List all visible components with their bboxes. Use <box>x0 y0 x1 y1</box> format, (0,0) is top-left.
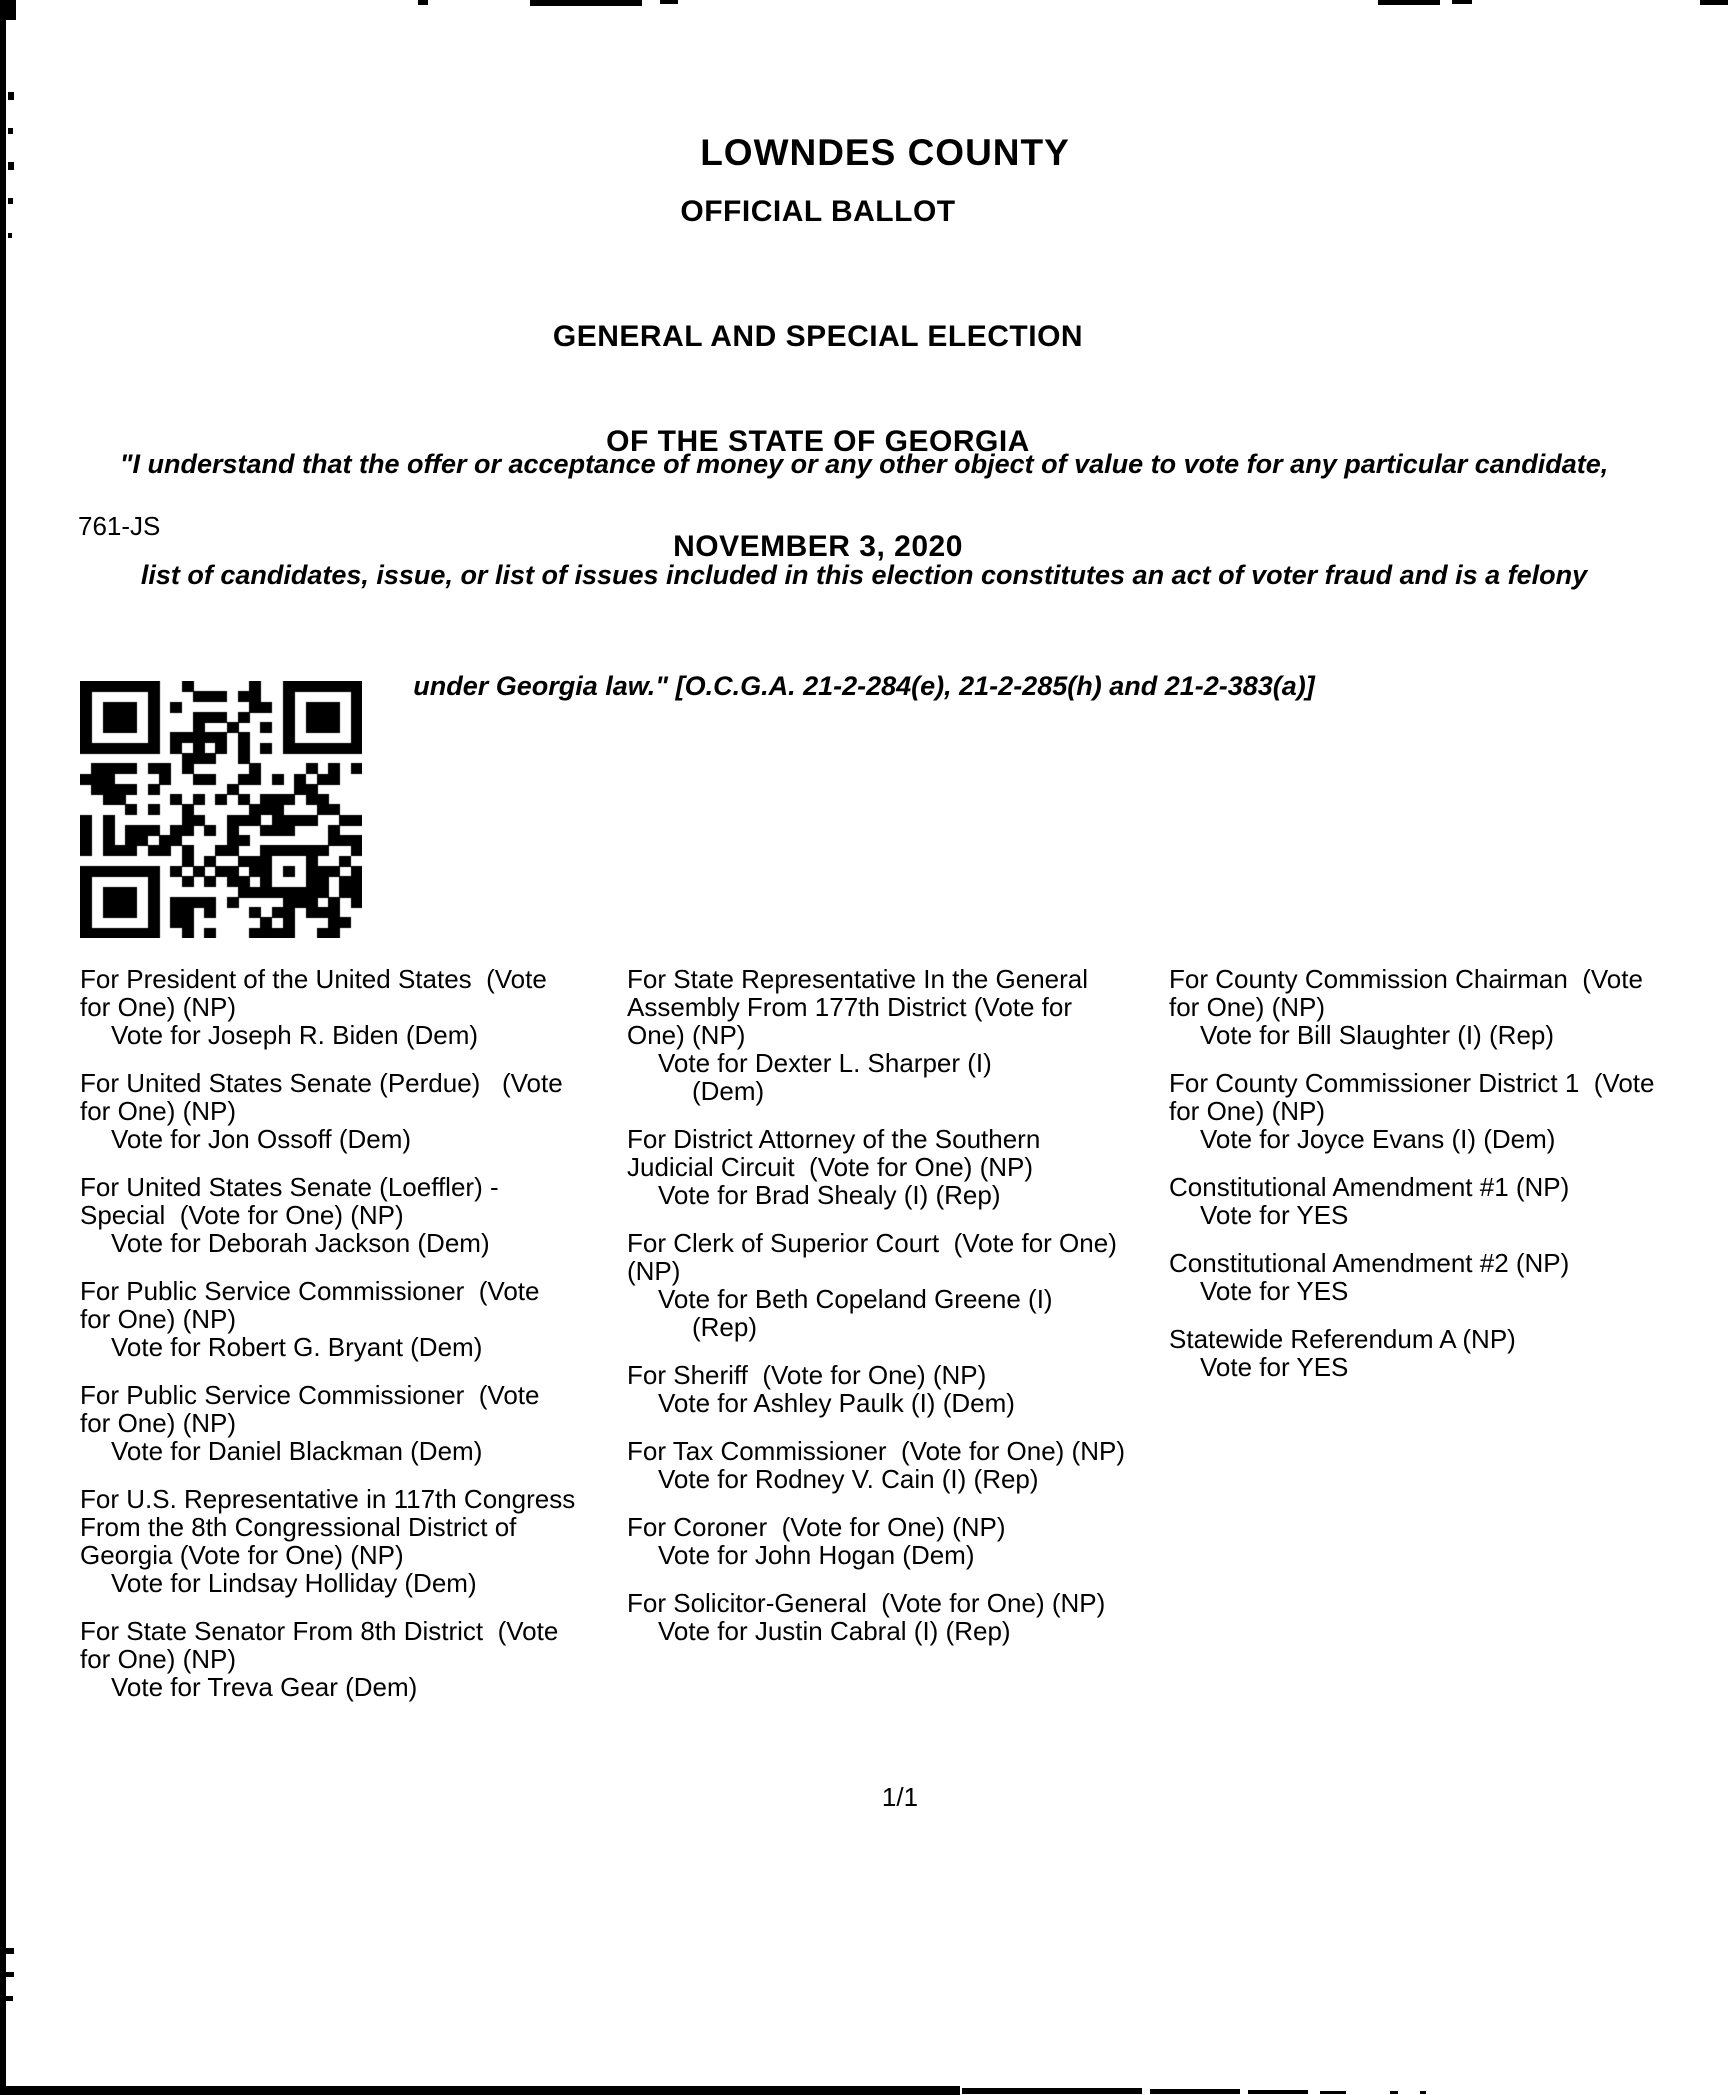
contest-title-line: for One) (NP) <box>80 992 237 1022</box>
vote-selection-line: Vote for Beth Copeland Greene (I) <box>658 1284 1053 1314</box>
scan-artifact <box>418 0 428 5</box>
contest <box>627 1125 1172 1209</box>
contest-title-line: For President of the United States (Vote <box>80 964 547 994</box>
contest-title-line: For State Senator From 8th District (Vote <box>80 1616 559 1646</box>
contest-title-line: For Solicitor-General (Vote for One) (NP) <box>627 1588 1106 1618</box>
contest-title-line: Judicial Circuit (Vote for One) (NP) <box>627 1152 1034 1182</box>
scan-artifact <box>1248 2090 1308 2094</box>
contest-title-line: Constitutional Amendment #1 (NP) <box>1169 1172 1570 1202</box>
ballot-style-code: 761-JS <box>78 511 161 541</box>
scan-artifact <box>962 2088 1142 2094</box>
contest <box>80 1485 640 1597</box>
ballot-type-title: OFFICIAL BALLOT <box>680 195 956 228</box>
election-title-line: OF THE STATE OF GEORGIA <box>606 425 1030 458</box>
scan-artifact <box>1390 2091 1398 2094</box>
scan-artifact <box>0 0 16 20</box>
county-title: LOWNDES COUNTY <box>700 132 1070 173</box>
qr-code <box>80 681 362 938</box>
scan-artifact <box>1320 2091 1346 2094</box>
vote-selection-line: Vote for YES <box>1200 1352 1349 1382</box>
vote-selection-line: Vote for Daniel Blackman (Dem) <box>111 1436 483 1466</box>
fraud-disclaimer-line: "I understand that the offer or acceptance of money or any other object of value to vote for any particular candidate, <box>119 449 1609 479</box>
contest <box>80 1277 640 1361</box>
contest-title-line: for One) (NP) <box>80 1304 237 1334</box>
contest-title-line: For Sheriff (Vote for One) (NP) <box>627 1360 987 1390</box>
scan-artifact <box>8 128 13 134</box>
scan-artifact-bottom-bar <box>4 2086 960 2095</box>
contest-title-line: For District Attorney of the Southern <box>627 1124 1041 1154</box>
vote-selection-line: (Rep) <box>692 1312 758 1342</box>
contest <box>80 1173 640 1257</box>
contest-title-line: For Clerk of Superior Court (Vote for One) <box>627 1228 1117 1258</box>
contest-title-line: Statewide Referendum A (NP) <box>1169 1324 1516 1354</box>
contest-title-line: For United States Senate (Loeffler) - <box>80 1172 499 1202</box>
contest <box>627 1229 1172 1341</box>
scan-artifact <box>6 1996 13 2001</box>
contest <box>627 1437 1172 1493</box>
scan-artifact <box>8 233 12 238</box>
contest-column-middle <box>627 965 1172 1665</box>
election-title-line: NOVEMBER 3, 2020 <box>673 530 963 563</box>
contest-title-line: For United States Senate (Perdue) (Vote <box>80 1068 563 1098</box>
scan-artifact <box>6 1972 14 1977</box>
vote-selection-line: Vote for Joseph R. Biden (Dem) <box>111 1020 479 1050</box>
fraud-disclaimer-line: under Georgia law." [O.C.G.A. 21-2-284(e), 21-2-285(h) and 21-2-383(a)] <box>413 671 1315 701</box>
vote-selection-line: Vote for Joyce Evans (I) (Dem) <box>1200 1124 1556 1154</box>
contest <box>1169 1249 1728 1305</box>
contest-title-line: Constitutional Amendment #2 (NP) <box>1169 1248 1570 1278</box>
contest-title-line: (NP) <box>627 1256 681 1286</box>
scan-artifact <box>1378 0 1440 5</box>
election-title-line: GENERAL AND SPECIAL ELECTION <box>552 320 1084 353</box>
contest-title-line: For State Representative In the General <box>627 964 1089 994</box>
scan-artifact <box>1420 2091 1426 2094</box>
contest-title-line: for One) (NP) <box>1169 992 1326 1022</box>
vote-selection-line: Vote for Treva Gear (Dem) <box>111 1672 418 1702</box>
contest <box>627 1361 1172 1417</box>
contest-title-line: From the 8th Congressional District of <box>80 1512 517 1542</box>
contest-title-line: One) (NP) <box>627 1020 746 1050</box>
contest-title-line: For County Commissioner District 1 (Vote <box>1169 1068 1655 1098</box>
scan-artifact <box>530 0 642 6</box>
contest <box>1169 1325 1728 1381</box>
contest <box>80 1617 640 1701</box>
scan-artifact <box>1452 0 1472 4</box>
contest-title-line: Special (Vote for One) (NP) <box>80 1200 404 1230</box>
contest <box>627 1513 1172 1569</box>
scan-artifact <box>6 1948 14 1954</box>
contest-title-line: for One) (NP) <box>80 1644 237 1674</box>
vote-selection-line: Vote for Justin Cabral (I) (Rep) <box>658 1616 1011 1646</box>
contest <box>80 965 640 1049</box>
contest <box>627 1589 1172 1645</box>
contest-title-line: For Public Service Commissioner (Vote <box>80 1276 540 1306</box>
vote-selection-line: (Dem) <box>692 1076 765 1106</box>
contest <box>627 965 1172 1105</box>
scan-artifact <box>660 0 678 4</box>
scan-artifact <box>8 162 14 170</box>
fraud-disclaimer-line: list of candidates, issue, or list of issues included in this election constitutes an act of voter fraud and is a felony <box>140 560 1588 590</box>
vote-selection-line: Vote for Brad Shealy (I) (Rep) <box>658 1180 1001 1210</box>
scan-artifact <box>1700 0 1728 5</box>
vote-selection-line: Vote for Lindsay Holliday (Dem) <box>111 1568 477 1598</box>
contest-title-line: for One) (NP) <box>80 1408 237 1438</box>
contest-title-line: Assembly From 177th District (Vote for <box>627 992 1073 1022</box>
scan-artifact <box>1150 2089 1240 2094</box>
contest-title-line: For Public Service Commissioner (Vote <box>80 1380 540 1410</box>
contest <box>1169 1069 1728 1153</box>
contest-title-line: for One) (NP) <box>80 1096 237 1126</box>
contest-column-right <box>1169 965 1728 1401</box>
vote-selection-line: Vote for John Hogan (Dem) <box>658 1540 975 1570</box>
contest-title-line: For County Commission Chairman (Vote <box>1169 964 1643 994</box>
vote-selection-line: Vote for Jon Ossoff (Dem) <box>111 1124 412 1154</box>
contest-title-line: Georgia (Vote for One) (NP) <box>80 1540 404 1570</box>
vote-selection-line: Vote for YES <box>1200 1276 1349 1306</box>
contest-title-line: For Coroner (Vote for One) (NP) <box>627 1512 1006 1542</box>
contest <box>80 1381 640 1465</box>
contest <box>80 1069 640 1153</box>
vote-selection-line: Vote for Dexter L. Sharper (I) <box>658 1048 992 1078</box>
vote-selection-line: Vote for Bill Slaughter (I) (Rep) <box>1200 1020 1555 1050</box>
scan-artifact <box>8 92 14 100</box>
page-indicator: 1/1 <box>881 1782 919 1812</box>
vote-selection-line: Vote for Ashley Paulk (I) (Dem) <box>658 1388 1015 1418</box>
contest <box>1169 965 1728 1049</box>
vote-selection-line: Vote for YES <box>1200 1200 1349 1230</box>
contest-title-line: For U.S. Representative in 117th Congress <box>80 1484 576 1514</box>
contest-title-line: for One) (NP) <box>1169 1096 1326 1126</box>
contest-column-left <box>80 965 640 1721</box>
contest <box>1169 1173 1728 1229</box>
vote-selection-line: Vote for Robert G. Bryant (Dem) <box>111 1332 483 1362</box>
vote-selection-line: Vote for Rodney V. Cain (I) (Rep) <box>658 1464 1039 1494</box>
contest-title-line: For Tax Commissioner (Vote for One) (NP) <box>627 1436 1125 1466</box>
vote-selection-line: Vote for Deborah Jackson (Dem) <box>111 1228 490 1258</box>
